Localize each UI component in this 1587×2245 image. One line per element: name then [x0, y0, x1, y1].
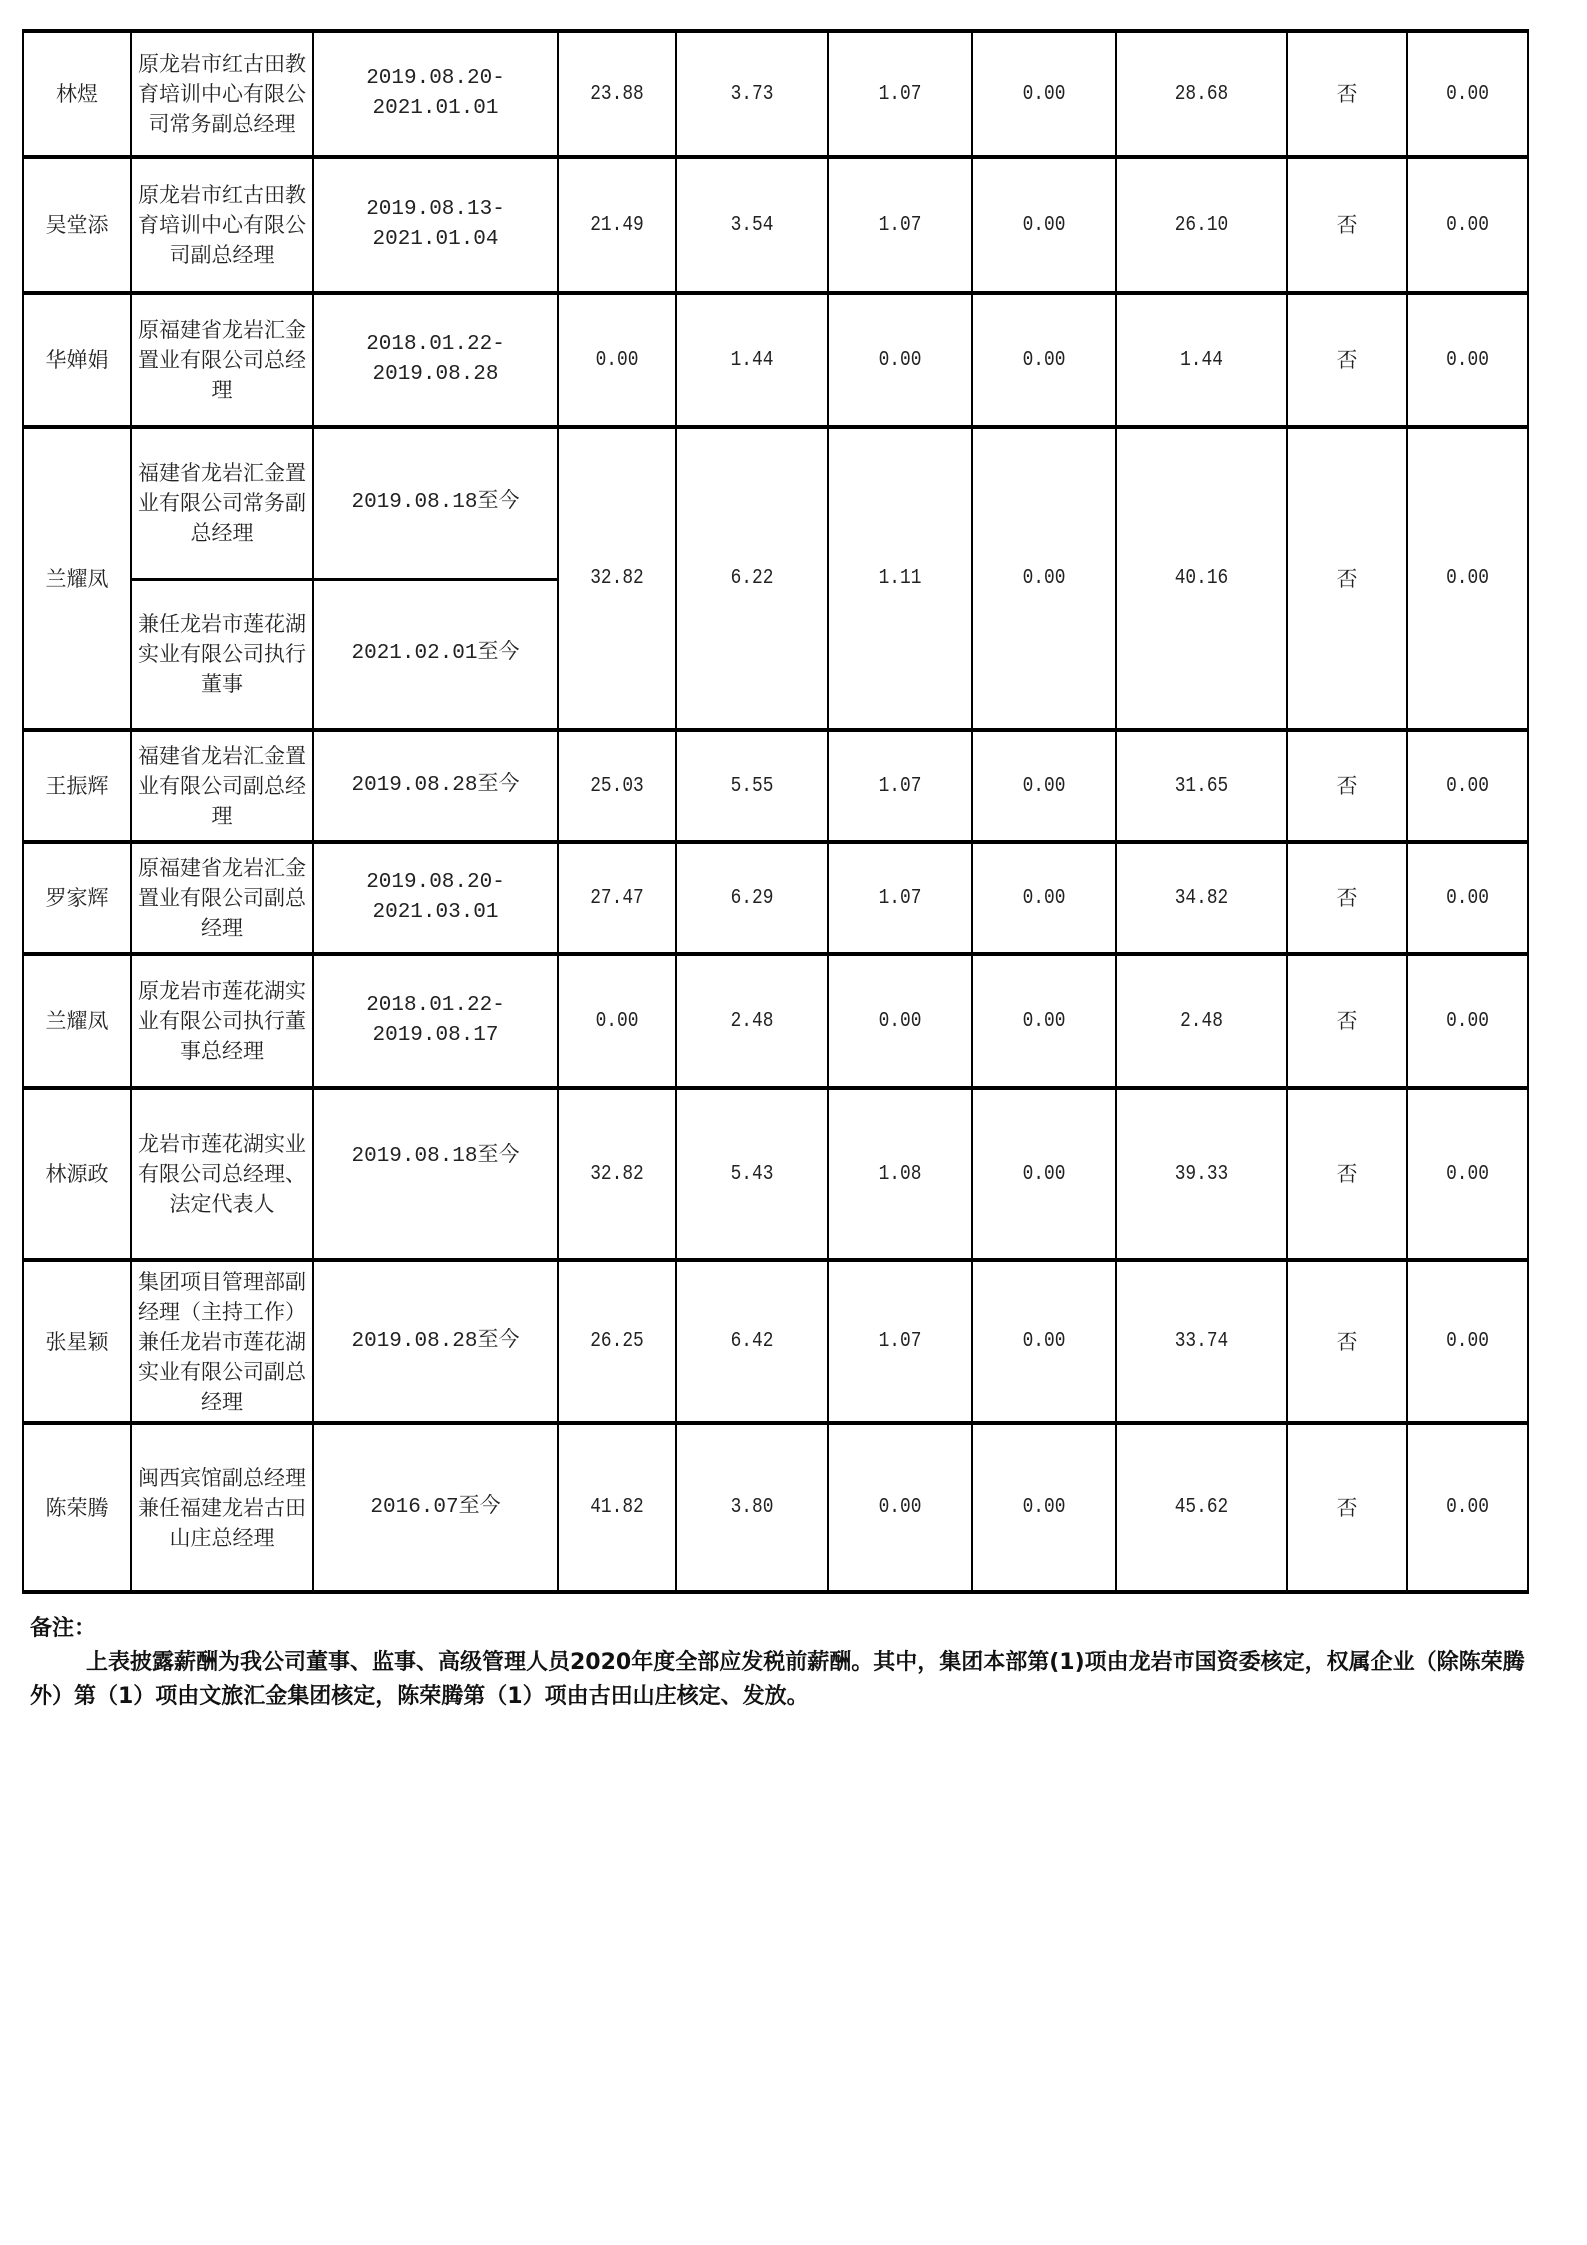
welfare-cell: 1.44: [687, 293, 816, 427]
period-cell: 2016.07至今: [313, 1423, 558, 1592]
position-cell: 集团项目管理部副经理（主持工作）兼任龙岩市莲花湖实业有限公司副总经理: [131, 1260, 313, 1423]
table-row: [23, 157, 1528, 293]
social-insurance-cell: 1.07: [839, 842, 961, 954]
welfare-cell: 6.42: [687, 1260, 816, 1423]
welfare-cell: 3.73: [687, 31, 816, 157]
part-time-income-cell: 0.00: [1416, 730, 1519, 842]
total-cell: 34.82: [1129, 842, 1274, 954]
name-cell: 王振辉: [23, 730, 131, 842]
period-cell: [313, 293, 558, 427]
total-cell: 28.68: [1129, 31, 1274, 157]
social-insurance-cell: 1.07: [839, 31, 961, 157]
other-income-cell: 0.00: [983, 1260, 1105, 1423]
part-time-income-cell: 0.00: [1416, 31, 1519, 157]
name-cell: 林煜: [23, 31, 131, 157]
other-income-cell: 0.00: [983, 427, 1105, 730]
other-income-cell: 0.00: [983, 842, 1105, 954]
name-cell: 张星颖: [23, 1260, 131, 1423]
part-time-paid-cell: 否: [1287, 293, 1407, 427]
welfare-cell: 5.43: [687, 1088, 816, 1260]
part-time-paid-cell: 否: [1287, 427, 1407, 730]
position-cell: 原龙岩市莲花湖实业有限公司执行董事总经理: [131, 954, 313, 1088]
table-row: [23, 1260, 1528, 1423]
total-cell: 45.62: [1129, 1423, 1274, 1592]
period-cell: 2019.08.28至今: [313, 1260, 558, 1423]
name-cell: 吴堂添: [23, 157, 131, 293]
table-row: [23, 427, 1528, 579]
name-cell: 华婵娟: [23, 293, 131, 427]
name-cell: 林源政: [23, 1088, 131, 1260]
welfare-cell: 6.22: [687, 427, 816, 730]
base-pay-cell: 23.88: [567, 31, 667, 157]
period-cell: [313, 842, 558, 954]
total-cell: 26.10: [1129, 157, 1274, 293]
name-cell: 兰耀凤: [23, 427, 131, 730]
part-time-income-cell: 0.00: [1416, 1088, 1519, 1260]
notes-body: 上表披露薪酬为我公司董事、监事、高级管理人员2020年度全部应发税前薪酬。其中，集团本部第(1)项由龙岩市国资委核定，权属企业（除陈荣腾外）第（1）项由文旅汇金集团核定，陈荣腾第（1）项由古田山庄核定、发放。: [30, 1650, 1525, 1709]
position-cell: 兼任龙岩市莲花湖实业有限公司执行董事: [131, 579, 313, 730]
welfare-cell: 5.55: [687, 730, 816, 842]
part-time-paid-cell: 否: [1287, 1423, 1407, 1592]
position-cell: 原龙岩市红古田教育培训中心有限公司常务副总经理: [131, 31, 313, 157]
total-cell: 31.65: [1129, 730, 1274, 842]
position-cell: 福建省龙岩汇金置业有限公司常务副总经理: [131, 427, 313, 579]
period-cell: [313, 157, 558, 293]
salary-table: [22, 29, 1529, 1594]
table-row: [23, 1088, 1528, 1260]
period-text: 2018.01.22-2019.08.28: [366, 333, 505, 386]
period-cell: 2021.02.01至今: [313, 579, 558, 730]
base-pay-cell: 0.00: [567, 954, 667, 1088]
base-pay-cell: 32.82: [567, 427, 667, 730]
table-row: [23, 730, 1528, 842]
social-insurance-cell: 1.07: [839, 1260, 961, 1423]
other-income-cell: 0.00: [983, 1423, 1105, 1592]
other-income-cell: 0.00: [983, 293, 1105, 427]
part-time-income-cell: 0.00: [1416, 842, 1519, 954]
period-cell: 2019.08.18至今: [313, 1088, 558, 1260]
social-insurance-cell: 0.00: [839, 1423, 961, 1592]
part-time-paid-cell: 否: [1287, 730, 1407, 842]
part-time-income-cell: 0.00: [1416, 293, 1519, 427]
period-text: 2019.08.13-2021.01.04: [366, 198, 505, 251]
period-cell: [313, 31, 558, 157]
total-cell: 40.16: [1129, 427, 1274, 730]
part-time-income-cell: 0.00: [1416, 427, 1519, 730]
name-cell: 陈荣腾: [23, 1423, 131, 1592]
base-pay-cell: 26.25: [567, 1260, 667, 1423]
part-time-paid-cell: 否: [1287, 157, 1407, 293]
other-income-cell: 0.00: [983, 1088, 1105, 1260]
welfare-cell: 3.54: [687, 157, 816, 293]
name-cell: 罗家辉: [23, 842, 131, 954]
part-time-paid-cell: 否: [1287, 1088, 1407, 1260]
base-pay-cell: 0.00: [567, 293, 667, 427]
table-row: [23, 31, 1528, 157]
part-time-income-cell: 0.00: [1416, 1260, 1519, 1423]
total-cell: 1.44: [1129, 293, 1274, 427]
table-row: [23, 954, 1528, 1088]
total-cell: 33.74: [1129, 1260, 1274, 1423]
period-cell: [313, 954, 558, 1088]
period-text: 2018.01.22-2019.08.17: [366, 994, 505, 1047]
total-cell: 39.33: [1129, 1088, 1274, 1260]
position-cell: 福建省龙岩汇金置业有限公司副总经理: [131, 730, 313, 842]
social-insurance-cell: 0.00: [839, 954, 961, 1088]
welfare-cell: 2.48: [687, 954, 816, 1088]
part-time-paid-cell: 否: [1287, 954, 1407, 1088]
base-pay-cell: 27.47: [567, 842, 667, 954]
period-text: 2019.08.20-2021.03.01: [366, 871, 505, 924]
welfare-cell: 3.80: [687, 1423, 816, 1592]
social-insurance-cell: 1.07: [839, 730, 961, 842]
notes-title: 备注：: [30, 1616, 97, 1641]
salary-table-container: [22, 29, 1527, 1594]
name-cell: 兰耀凤: [23, 954, 131, 1088]
part-time-paid-cell: 否: [1287, 1260, 1407, 1423]
base-pay-cell: 21.49: [567, 157, 667, 293]
position-cell: 原福建省龙岩汇金置业有限公司总经理: [131, 293, 313, 427]
position-cell: 龙岩市莲花湖实业有限公司总经理、法定代表人: [131, 1088, 313, 1260]
period-cell: 2019.08.18至今: [313, 427, 558, 579]
period-text: 2019.08.20-2021.01.01: [366, 67, 505, 120]
part-time-paid-cell: 否: [1287, 842, 1407, 954]
position-cell: 闽西宾馆副总经理兼任福建龙岩古田山庄总经理: [131, 1423, 313, 1592]
social-insurance-cell: 1.08: [839, 1088, 961, 1260]
total-cell: 2.48: [1129, 954, 1274, 1088]
base-pay-cell: 32.82: [567, 1088, 667, 1260]
table-row: [23, 293, 1528, 427]
position-cell: 原福建省龙岩汇金置业有限公司副总经理: [131, 842, 313, 954]
part-time-paid-cell: 否: [1287, 31, 1407, 157]
part-time-income-cell: 0.00: [1416, 1423, 1519, 1592]
part-time-income-cell: 0.00: [1416, 954, 1519, 1088]
other-income-cell: 0.00: [983, 730, 1105, 842]
table-row: [23, 842, 1528, 954]
position-cell: 原龙岩市红古田教育培训中心有限公司副总经理: [131, 157, 313, 293]
welfare-cell: 6.29: [687, 842, 816, 954]
social-insurance-cell: 1.07: [839, 157, 961, 293]
base-pay-cell: 41.82: [567, 1423, 667, 1592]
social-insurance-cell: 0.00: [839, 293, 961, 427]
period-cell: 2019.08.28至今: [313, 730, 558, 842]
social-insurance-cell: 1.11: [839, 427, 961, 730]
other-income-cell: 0.00: [983, 954, 1105, 1088]
other-income-cell: 0.00: [983, 157, 1105, 293]
notes-section: [30, 1612, 1540, 1714]
table-row: [23, 1423, 1528, 1592]
base-pay-cell: 25.03: [567, 730, 667, 842]
other-income-cell: 0.00: [983, 31, 1105, 157]
part-time-income-cell: 0.00: [1416, 157, 1519, 293]
